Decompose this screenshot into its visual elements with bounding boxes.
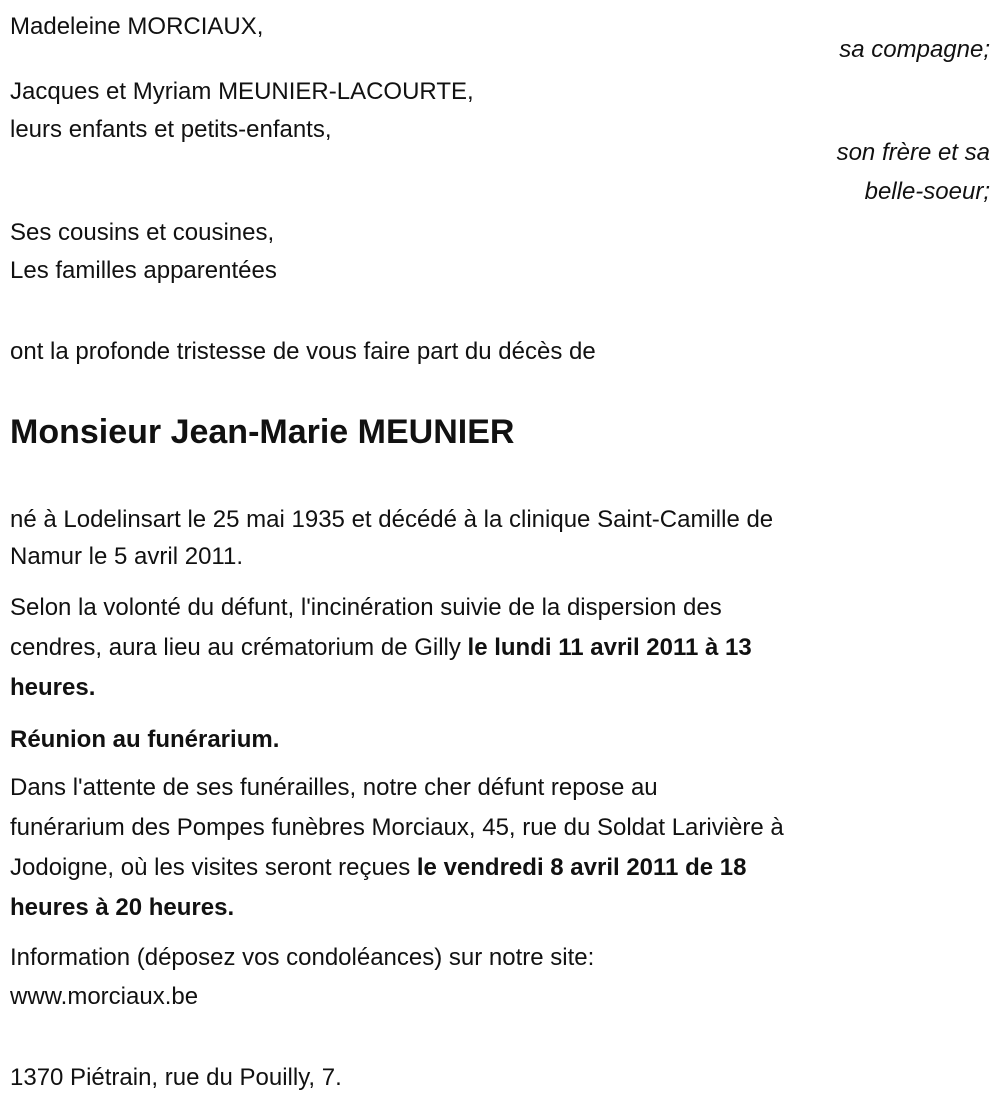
deceased-name: Monsieur Jean-Marie MEUNIER [10, 413, 515, 451]
reunion-heading [10, 725, 279, 755]
role-companion: sa compagne; [839, 36, 990, 63]
address: 1370 Piétrain, rue du Pouilly, 7. [10, 1064, 342, 1091]
ceremony-line-2 [10, 633, 752, 663]
ceremony-text: cendres, aura lieu au crématorium de Gilly [10, 634, 468, 661]
ceremony-hour: heures. [10, 674, 96, 701]
ceremony-line-3 [10, 673, 95, 703]
birth-line-1: né à Lodelinsart le 25 mai 1935 et décédé à la clinique Saint-Camille de [10, 506, 774, 533]
family-cousins: Ses cousins et cousines, [10, 219, 275, 246]
family-member-companion: Madeleine MORCIAUX, [10, 13, 264, 40]
role-brother-line1: son frère et sa [836, 139, 990, 166]
visits-text: Jodoigne, où les visites seront reçues [10, 854, 417, 881]
visits-line-1: Dans l'attente de ses funérailles, notre cher défunt repose au [10, 774, 658, 801]
visits-line-2: funérarium des Pompes funèbres Morciaux, 45, rue du Soldat Larivière à [10, 814, 784, 841]
visits-line-3 [10, 853, 746, 883]
birth-line-2: Namur le 5 avril 2011. [10, 543, 243, 570]
visits-hours: heures à 20 heures. [10, 894, 235, 921]
family-member-children: leurs enfants et petits-enfants, [10, 116, 332, 143]
ceremony-date: le lundi 11 avril 2011 à 13 [467, 634, 752, 661]
ceremony-line-1: Selon la volonté du défunt, l'incinération suivie de la dispersion des [10, 594, 722, 621]
family-related: Les familles apparentées [10, 257, 277, 284]
website-link[interactable]: www.morciaux.be [10, 983, 199, 1010]
visits-line-4 [10, 893, 234, 923]
role-brother-line2: belle-soeur; [864, 178, 990, 205]
reunion-text: Réunion au funérarium. [10, 726, 280, 753]
info-line: Information (déposez vos condoléances) sur notre site: [10, 944, 595, 971]
announcement: ont la profonde tristesse de vous faire part du décès de [10, 338, 596, 365]
family-member-brother: Jacques et Myriam MEUNIER-LACOURTE, [10, 78, 474, 105]
visits-date: le vendredi 8 avril 2011 de 18 [416, 854, 747, 881]
